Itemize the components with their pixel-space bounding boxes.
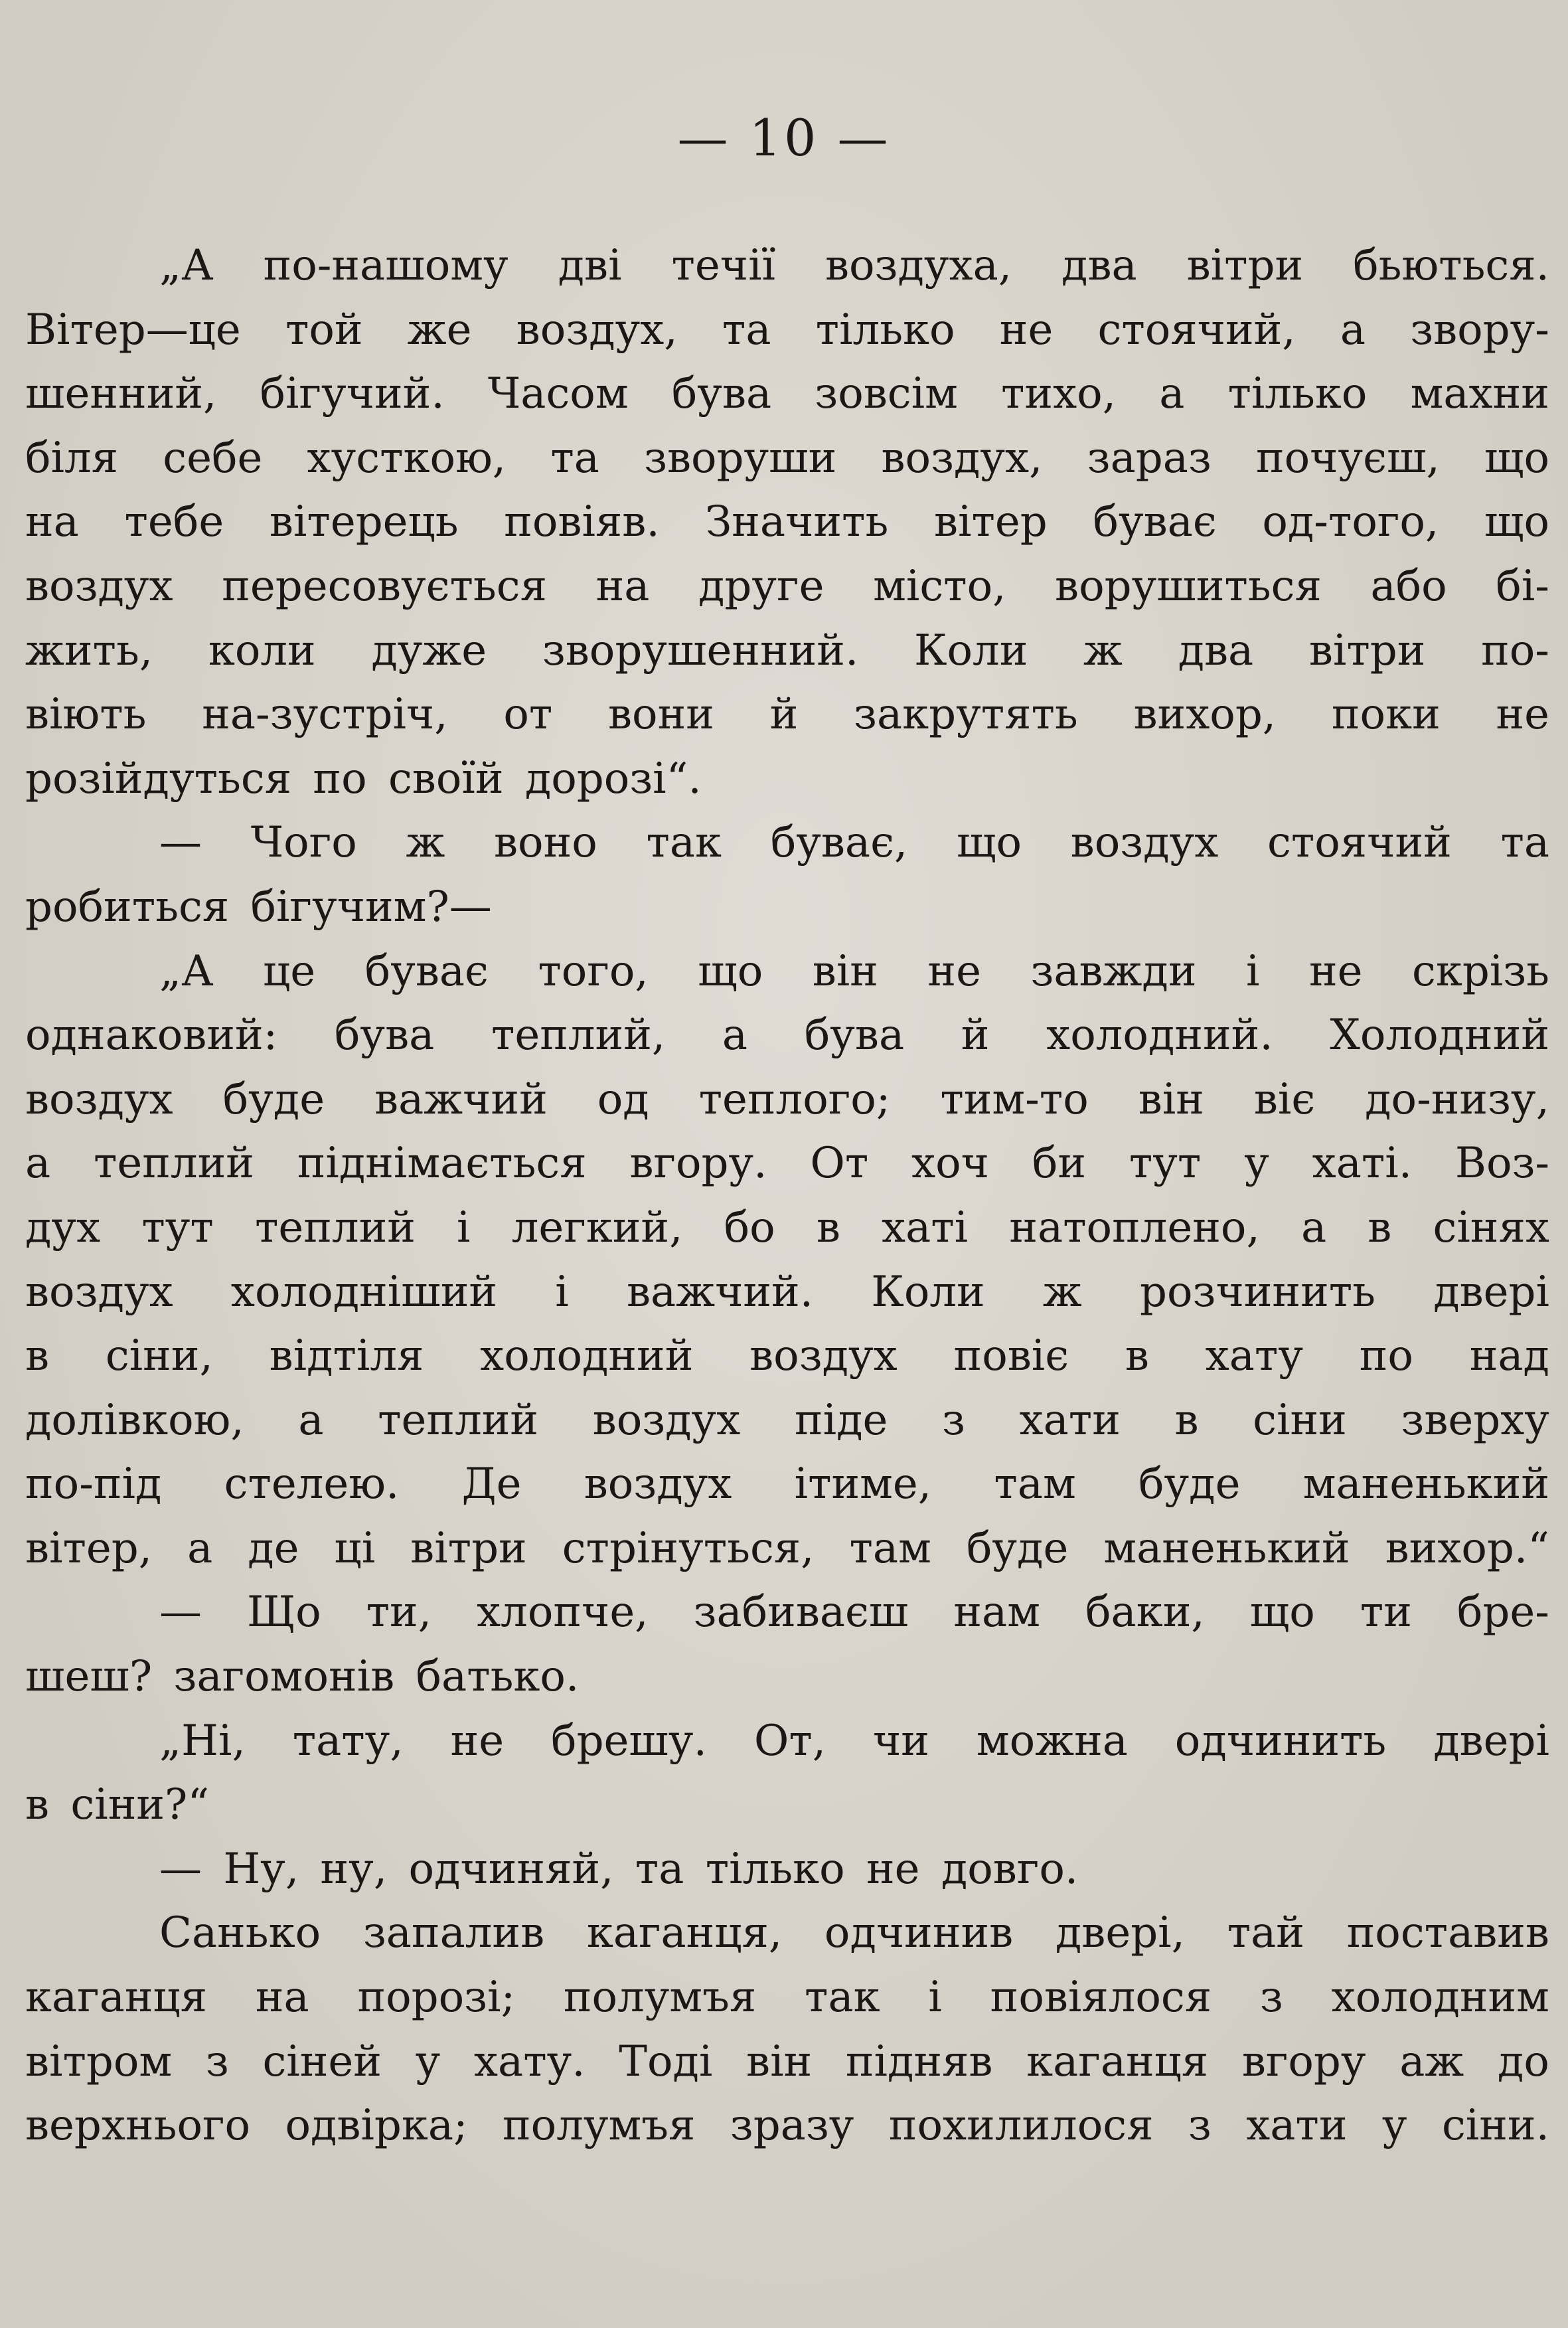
text-line: „Ні, тату, не брешу. От, чи можна одчинить двері: [159, 1716, 1549, 1766]
text-line: „А це буває того, що він не завжди і не скрізь: [159, 946, 1549, 996]
text-line: а теплий піднімається вгору. От хоч би тут у хаті. Воз-: [25, 1139, 1549, 1189]
text-line: в сіни, відтіля холодний воздух повіє в хату по над: [25, 1331, 1549, 1381]
text-line: жить, коли дуже зворушенний. Коли ж два вітри по-: [25, 625, 1549, 675]
text-line: шенний, бігучий. Часом бува зовсім тихо, а тілько махни: [25, 369, 1549, 419]
text-line: — Що ти, хлопче, забиваєш нам баки, що ти бре-: [159, 1588, 1549, 1637]
text-line: воздух буде важчий од теплого; тим-то він віє до-низу,: [25, 1074, 1549, 1124]
text-line: верхнього одвірка; полумъя зразу похилилося з хати у сіни.: [25, 2101, 1549, 2151]
text-line: шеш? загомонів батько.: [25, 1652, 580, 1702]
text-line: вітром з сіней у хату. Тоді він підняв каганця вгору аж до: [25, 2037, 1549, 2086]
text-line: віють на-зустріч, от вони й закрутять вихор, поки не: [25, 690, 1549, 740]
text-line: воздух холодніший і важчий. Коли ж розчинить двері: [25, 1267, 1549, 1317]
text-line: біля себе хусткою, та зворуши воздух, зараз почуєш, що: [25, 433, 1549, 483]
body-text: [25, 234, 1549, 2158]
text-line: „А по-нашому дві течії воздуха, два вітри бьються.: [159, 241, 1549, 290]
text-line: по-під стелею. Де воздух ітиме, там буде маненький: [25, 1459, 1549, 1509]
text-line: Санько запалив каганця, одчинив двері, тай поставив: [159, 1908, 1549, 1958]
text-line: воздух пересовується на друге місто, ворушиться або бі-: [25, 561, 1549, 611]
text-line: — Чого ж воно так буває, що воздух стоячий та: [159, 818, 1549, 868]
text-line: вітер, а де ці вітри стрінуться, там буде маненький вихор.“: [25, 1523, 1549, 1573]
text-line: — Ну, ну, одчиняй, та тілько не довго.: [159, 1844, 1079, 1894]
text-line: дух тут теплий і легкий, бо в хаті натоплено, а в сінях: [25, 1203, 1549, 1252]
text-line: в сіни?“: [25, 1780, 210, 1830]
text-line: Вітер—це той же воздух, та тілько не стоячий, а звору-: [25, 305, 1549, 355]
text-line: долівкою, а теплий воздух піде з хати в сіни зверху: [25, 1395, 1549, 1445]
text-line: однаковий: бува теплий, а бува й холодний. Холодний: [25, 1011, 1549, 1060]
text-line: розійдуться по своїй дорозі“.: [25, 754, 702, 803]
text-line: на тебе вітерець повіяв. Значить вітер буває од-того, що: [25, 497, 1549, 547]
text-line: каганця на порозі; полумъя так і повіялося з холодним: [25, 1973, 1549, 2023]
page-number: — 10 —: [677, 108, 891, 167]
text-line: робиться бігучим?—: [25, 882, 492, 932]
